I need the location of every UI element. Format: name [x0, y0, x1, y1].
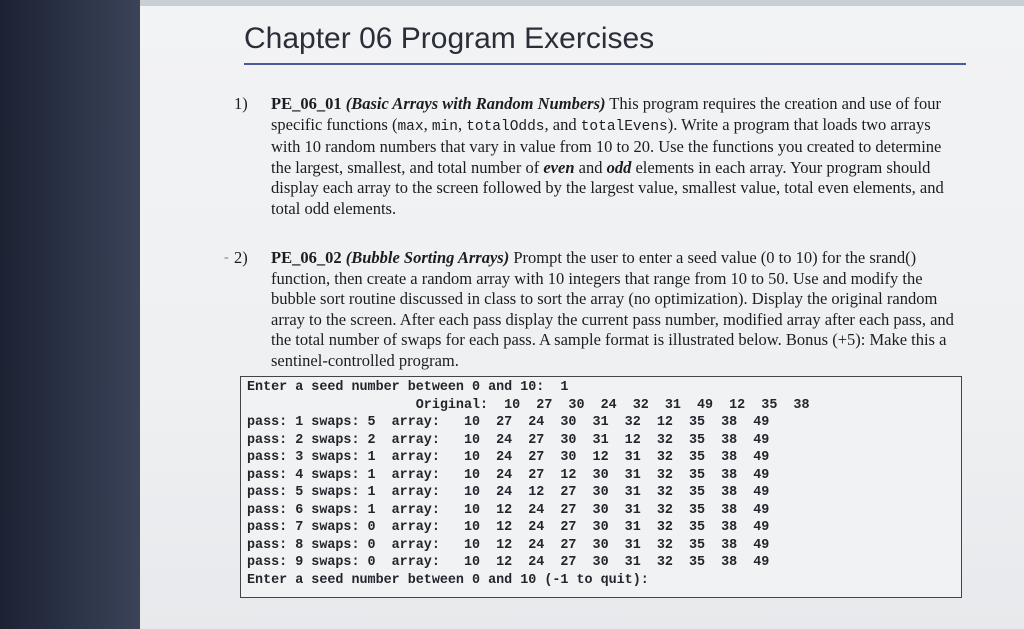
exercise-text: and — [574, 157, 607, 177]
title-underline — [244, 63, 966, 65]
function-name: max — [397, 118, 424, 135]
pass-line: pass: 5 swaps: 1 array: 10 24 12 27 30 31 32 35 38 49 — [247, 485, 770, 500]
function-name: min — [431, 118, 458, 135]
exercise-2 — [234, 248, 954, 372]
emphasis-even: even — [543, 157, 575, 177]
pass-line: pass: 9 swaps: 0 array: 10 12 24 27 30 31 32 35 38 49 — [247, 555, 770, 570]
exercise-body: PE_06_01 (Basic Arrays with Random Numbers) This program requires the creation and use of four specific functions (max, min, totalOdds, and totalEvens). Write a program that loads two arrays with 10 random numbers that vary in value from 10 to 20. Use the functions you created to determine the largest, smallest, and total number of even and odd elements in each array. Your program should display each array to the screen followed by the largest value, smallest value, total even elements, and total odd elements. — [271, 94, 944, 218]
margin-mark: - — [224, 250, 229, 265]
exercise-text: Prompt the user to enter a seed value (0 to 10) for the srand() function, then create a random array with 10 integers that range from 10 to 50. Use and modify the bubble sort routine discussed in class to sort the array (no optimization). Display the original random array to the screen. After each pass display the current pass number, modified array after each pass, and the total number of swaps for each pass. A sample format is illustrated below. Bonus (+5): Make this a sentinel-controlled program. — [271, 248, 954, 370]
pass-line: pass: 8 swaps: 0 array: 10 12 24 27 30 31 32 35 38 49 — [247, 537, 770, 553]
final-prompt-line: Enter a seed number between 0 and 10 (-1 to quit): — [247, 572, 649, 588]
exercise-body — [271, 248, 954, 372]
original-array-line: Original: 10 27 30 24 32 31 49 12 35 38 — [247, 397, 810, 413]
exercise-text: elements in each array. Your program should display each array to the screen followed by the largest value, smallest value, total even elements, and total odd elements. — [271, 157, 944, 218]
exercise-name: (Bubble Sorting Arrays) — [345, 248, 510, 267]
prompt-line: Enter a seed number between 0 and 10: 1 — [247, 380, 569, 395]
monitor-bezel — [0, 0, 140, 629]
exercise-name: (Basic Arrays with Random Numbers) — [345, 94, 606, 113]
function-name: totalEvens — [580, 118, 668, 135]
exercise-id: PE_06_02 — [271, 248, 342, 267]
exercise-text: ). Write a program that loads two arrays with 10 random numbers that vary in value from 10 to 20. Use the functions you created to determine the largest, smallest, and total number of — [271, 114, 942, 177]
exercise-text: This program requires the creation and use of four specific functions ( — [271, 94, 942, 134]
pass-line: pass: 7 swaps: 0 array: 10 12 24 27 30 31 32 35 38 49 — [247, 520, 770, 535]
exercise-number: 1) — [234, 94, 248, 113]
pass-line: pass: 3 swaps: 1 array: 10 24 27 30 12 31 32 35 38 49 — [247, 450, 770, 465]
exercise-1 — [234, 94, 954, 220]
sample-output-box — [240, 376, 962, 598]
pass-line: pass: 4 swaps: 1 array: 10 24 27 12 30 31 32 35 38 49 — [247, 467, 770, 483]
emphasis-odd: odd — [606, 157, 632, 177]
pass-lines — [247, 414, 961, 572]
pass-line: pass: 6 swaps: 1 array: 10 12 24 27 30 31 32 35 38 49 — [247, 502, 770, 518]
exercise-id: PE_06_01 — [271, 94, 342, 113]
pass-line: pass: 1 swaps: 5 array: 10 27 24 30 31 32 12 35 38 49 — [247, 415, 770, 430]
pass-line: pass: 2 swaps: 2 array: 10 24 27 30 31 12 32 35 38 49 — [247, 432, 770, 448]
page-title: Chapter 06 Program Exercises — [244, 22, 655, 55]
exercise-number: 2) — [234, 248, 248, 267]
function-name: totalOdds — [466, 118, 545, 135]
